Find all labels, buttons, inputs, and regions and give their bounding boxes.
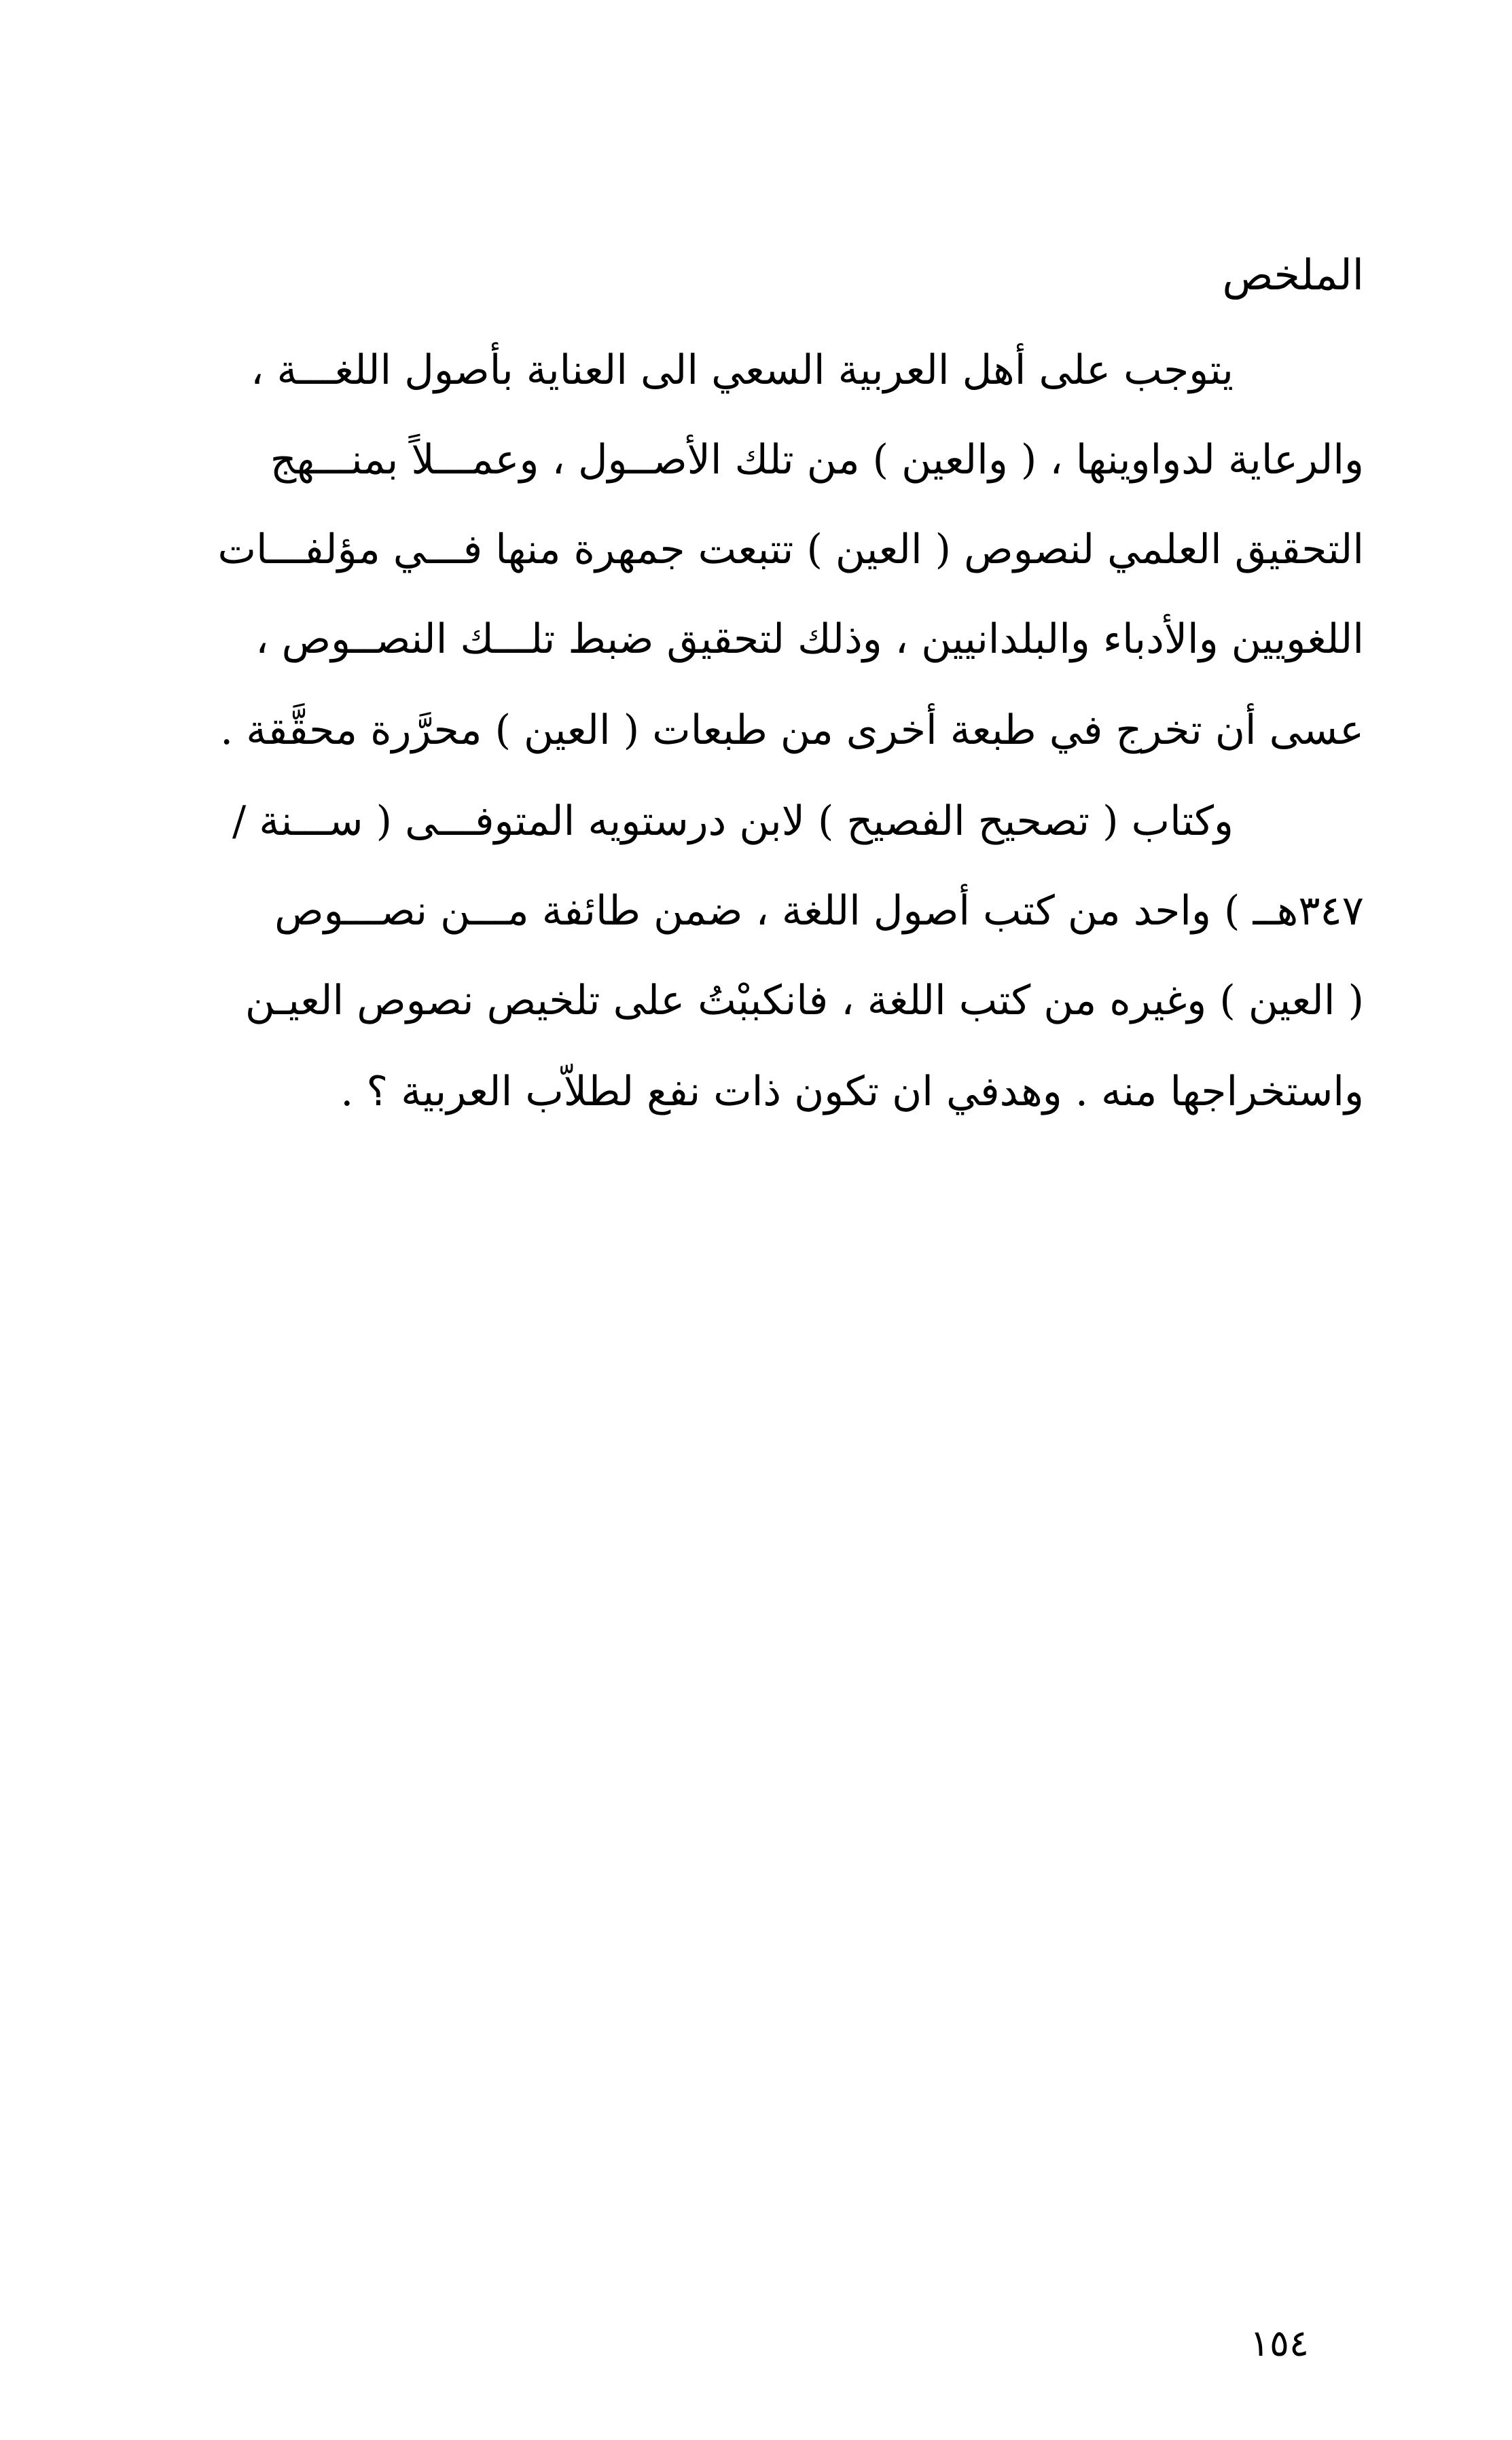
page-title: الملخص: [1222, 250, 1364, 300]
paragraph-line: اللغويين والأدباء والبلدانيين ، وذلك لتحقيق ضبط تلـــك النصــوص ،: [255, 615, 1364, 663]
paragraph-line: التحقيق العلمي لنصوص ( العين ) تتبعت جمهرة منها فـــي مؤلفـــات: [217, 526, 1364, 573]
paragraph-line: يتوجب على أهل العربية السعي الى العناية بأصول اللغـــة ،: [251, 346, 1234, 394]
paragraph-line: واستخراجها منه . وهدفي ان تكون ذات نفع لطلاّب العربية ؟ .: [340, 1068, 1364, 1115]
paragraph-line: عسى أن تخرج في طبعة أخرى من طبعات ( العين ) محرَّرة محقَّقة .: [220, 706, 1364, 754]
paragraph-line: والرعاية لدواوينها ، ( والعين ) من تلك الأصــول ، وعمـــلاً بمنـــهج: [270, 436, 1364, 484]
paragraph-line: وكتاب ( تصحيح الفصيح ) لابن درستويه المتوفـــى ( ســـنة /: [232, 797, 1234, 845]
paragraph-line: ( العين ) وغيره من كتب اللغة ، فانكببْتُ على تلخيص نصوص العيـن: [245, 977, 1364, 1024]
paragraph-line: ٣٤٧هــ ) واحد من كتب أصول اللغة ، ضمن طائفة مـــن نصـــوص: [274, 887, 1364, 935]
page-number: ١٥٤: [1250, 2322, 1310, 2365]
